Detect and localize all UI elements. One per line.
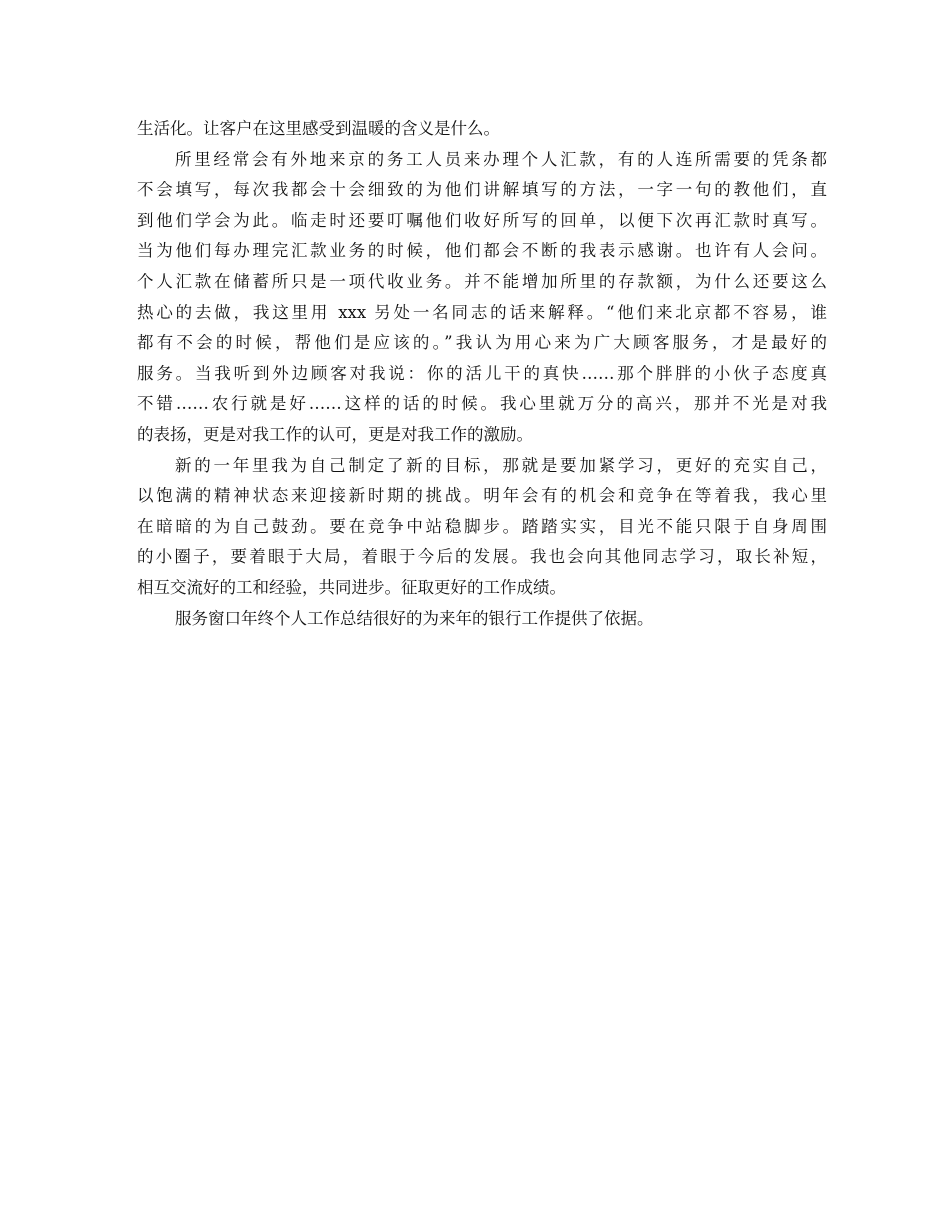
paragraph-2 <box>137 145 827 451</box>
text-line: 个人汇款在储蓄所只是一项代收业务。并不能增加所里的存款额，为什么还要这么 <box>137 271 827 291</box>
text-line: 所里经常会有外地来京的务工人员来办理个人汇款，有的人连所需要的凭条都 <box>175 149 827 169</box>
text-line: 新的一年里我为自己制定了新的目标，那就是要加紧学习，更好的充实自己， <box>175 455 827 475</box>
text-line: 热心的去做，我这里用 xxx 另处一名同志的话来解释。“他们来北京都不容易，谁 <box>137 302 827 322</box>
paragraph-4 <box>137 604 827 635</box>
paragraph-3 <box>137 451 827 604</box>
text-line: 的小圈子，要着眼于大局，着眼于今后的发展。我也会向其他同志学习，取长补短， <box>137 547 827 567</box>
document-body <box>137 114 827 634</box>
text-line: 相互交流好的工和经验，共同进步。征取更好的工作成绩。 <box>137 577 566 597</box>
text-line: 都有不会的时候，帮他们是应该的。”我认为用心来为广大顾客服务，才是最好的 <box>137 333 827 353</box>
text-line: 服务窗口年终个人工作总结很好的为来年的银行工作提供了依据。 <box>175 608 654 628</box>
text-line: 到他们学会为此。临走时还要叮嘱他们收好所写的回单，以便下次再汇款时真写。 <box>137 210 827 230</box>
text-line: 当为他们每办理完汇款业务的时候，他们都会不断的我表示感谢。也许有人会问。 <box>137 241 827 261</box>
text-line: 服务。当我听到外边顾客对我说：你的活儿干的真快……那个胖胖的小伙子态度真 <box>137 363 827 383</box>
text-line: 不错……农行就是好……这样的话的时候。我心里就万分的高兴，那并不光是对我 <box>137 394 827 414</box>
text-line: 不会填写，每次我都会十会细致的为他们讲解填写的方法，一字一句的教他们，直 <box>137 180 827 200</box>
text-line: 的表扬，更是对我工作的认可，更是对我工作的激励。 <box>137 424 533 444</box>
paragraph-1 <box>137 114 827 145</box>
text-line: 以饱满的精神状态来迎接新时期的挑战。明年会有的机会和竞争在等着我，我心里 <box>137 486 827 506</box>
text-line: 生活化。让客户在这里感受到温暖的含义是什么。 <box>137 119 500 138</box>
text-line: 在暗暗的为自己鼓劲。要在竞争中站稳脚步。踏踏实实，目光不能只限于自身周围 <box>137 516 827 536</box>
